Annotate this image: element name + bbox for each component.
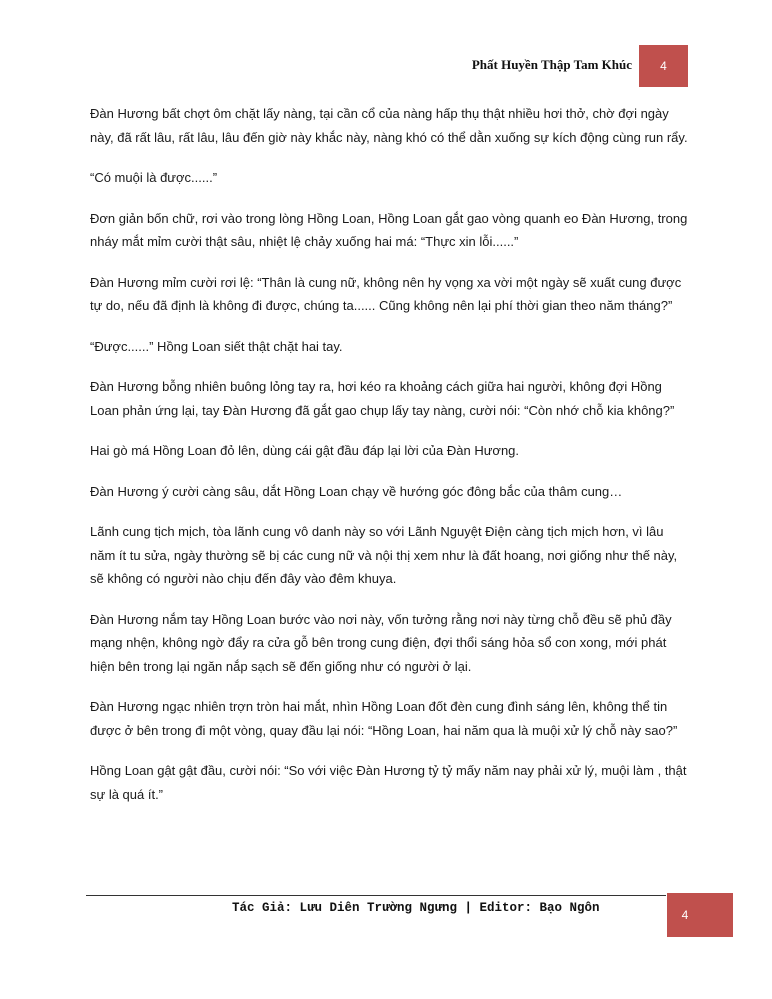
footer-divider xyxy=(86,895,666,896)
paragraph: Đàn Hương bất chợt ôm chặt lấy nàng, tại cần cổ của nàng hấp thụ thật nhiều hơi thở, chờ đợi ngày này, đã rất lâu, rất lâu, lâu đến giờ này khắc này, nàng khó có thể dằn xuống sự kích động cùng run rẩy. xyxy=(90,106,688,145)
paragraph: Hai gò má Hồng Loan đỏ lên, dùng cái gật đầu đáp lại lời của Đàn Hương. xyxy=(90,443,520,458)
page-body xyxy=(90,102,690,823)
header-title: Phất Huyền Thập Tam Khúc xyxy=(471,57,632,72)
paragraph: Đàn Hương ý cười càng sâu, dắt Hồng Loan chạy về hướng góc đông bắc của thâm cung… xyxy=(90,483,623,499)
paragraph: “Có muội là được......” xyxy=(90,170,218,185)
paragraph: Đàn Hương nắm tay Hồng Loan bước vào nơi này, vốn tưởng rằng nơi này từng chỗ đều sẽ phủ đầy mạng nhện, không ngờ đẩy ra cửa gỗ bên trong cung điện, đợi thổi sáng hỏa sổ con xong, mới phát hiện bên trong lại ngăn nắp sạch sẽ đến giống như có người ở lại. xyxy=(90,611,672,674)
paragraph: Lãnh cung tịch mịch, tòa lãnh cung vô danh này so với Lãnh Nguyệt Điện càng tịch mịch hơn, vì lâu năm ít tu sửa, ngày thường sẽ bị các cung nữ và nội thị xem như là đất hoang, nơi giống như thế này, sẽ không có người nào chịu đến đây vào đêm khuya. xyxy=(90,524,678,586)
footer-page-number: 4 xyxy=(667,893,733,937)
paragraph: Đàn Hương ngạc nhiên trợn tròn hai mắt, nhìn Hồng Loan đốt đèn cung đình sáng lên, không thể tin được ở bên trong đi một vòng, quay đầu lại nói: “Hồng Loan, hai năm qua là muội xử lý chỗ này sao?” xyxy=(90,699,678,738)
paragraph: “Được......” Hồng Loan siết thật chặt hai tay. xyxy=(90,338,343,354)
paragraph: Đơn giản bốn chữ, rơi vào trong lòng Hồng Loan, Hồng Loan gắt gao vòng quanh eo Đàn Hương, trong nháy mắt mỉm cười thật sâu, nhiệt lệ chảy xuống hai má: “Thực xin lỗi......” xyxy=(90,210,688,249)
paragraph: Hồng Loan gật gật đầu, cười nói: “So với việc Đàn Hương tỷ tỷ mấy năm nay phải xử lý, muội làm , thật sự là quá ít.” xyxy=(90,763,687,802)
page-footer xyxy=(0,893,772,938)
page-header xyxy=(0,45,772,87)
paragraph: Đàn Hương bỗng nhiên buông lỏng tay ra, hơi kéo ra khoảng cách giữa hai người, không đợi Hồng Loan phản ứng lại, tay Đàn Hương đã gắt gao chụp lấy tay nàng, cười nói: “Còn nhớ chỗ kia không?” xyxy=(90,379,675,418)
header-page-number: 4 xyxy=(639,45,688,87)
paragraph: Đàn Hương mỉm cười rơi lệ: “Thân là cung nữ, không nên hy vọng xa vời một ngày sẽ xuất cung được tự do, nếu đã định là không đi được, chúng ta...... Cũng không nên lại phí thời gian theo năm tháng?” xyxy=(90,274,682,313)
footer-credits: Tác Giả: Lưu Diên Trường Ngưng | Editor: Bạo Ngôn xyxy=(232,901,600,915)
